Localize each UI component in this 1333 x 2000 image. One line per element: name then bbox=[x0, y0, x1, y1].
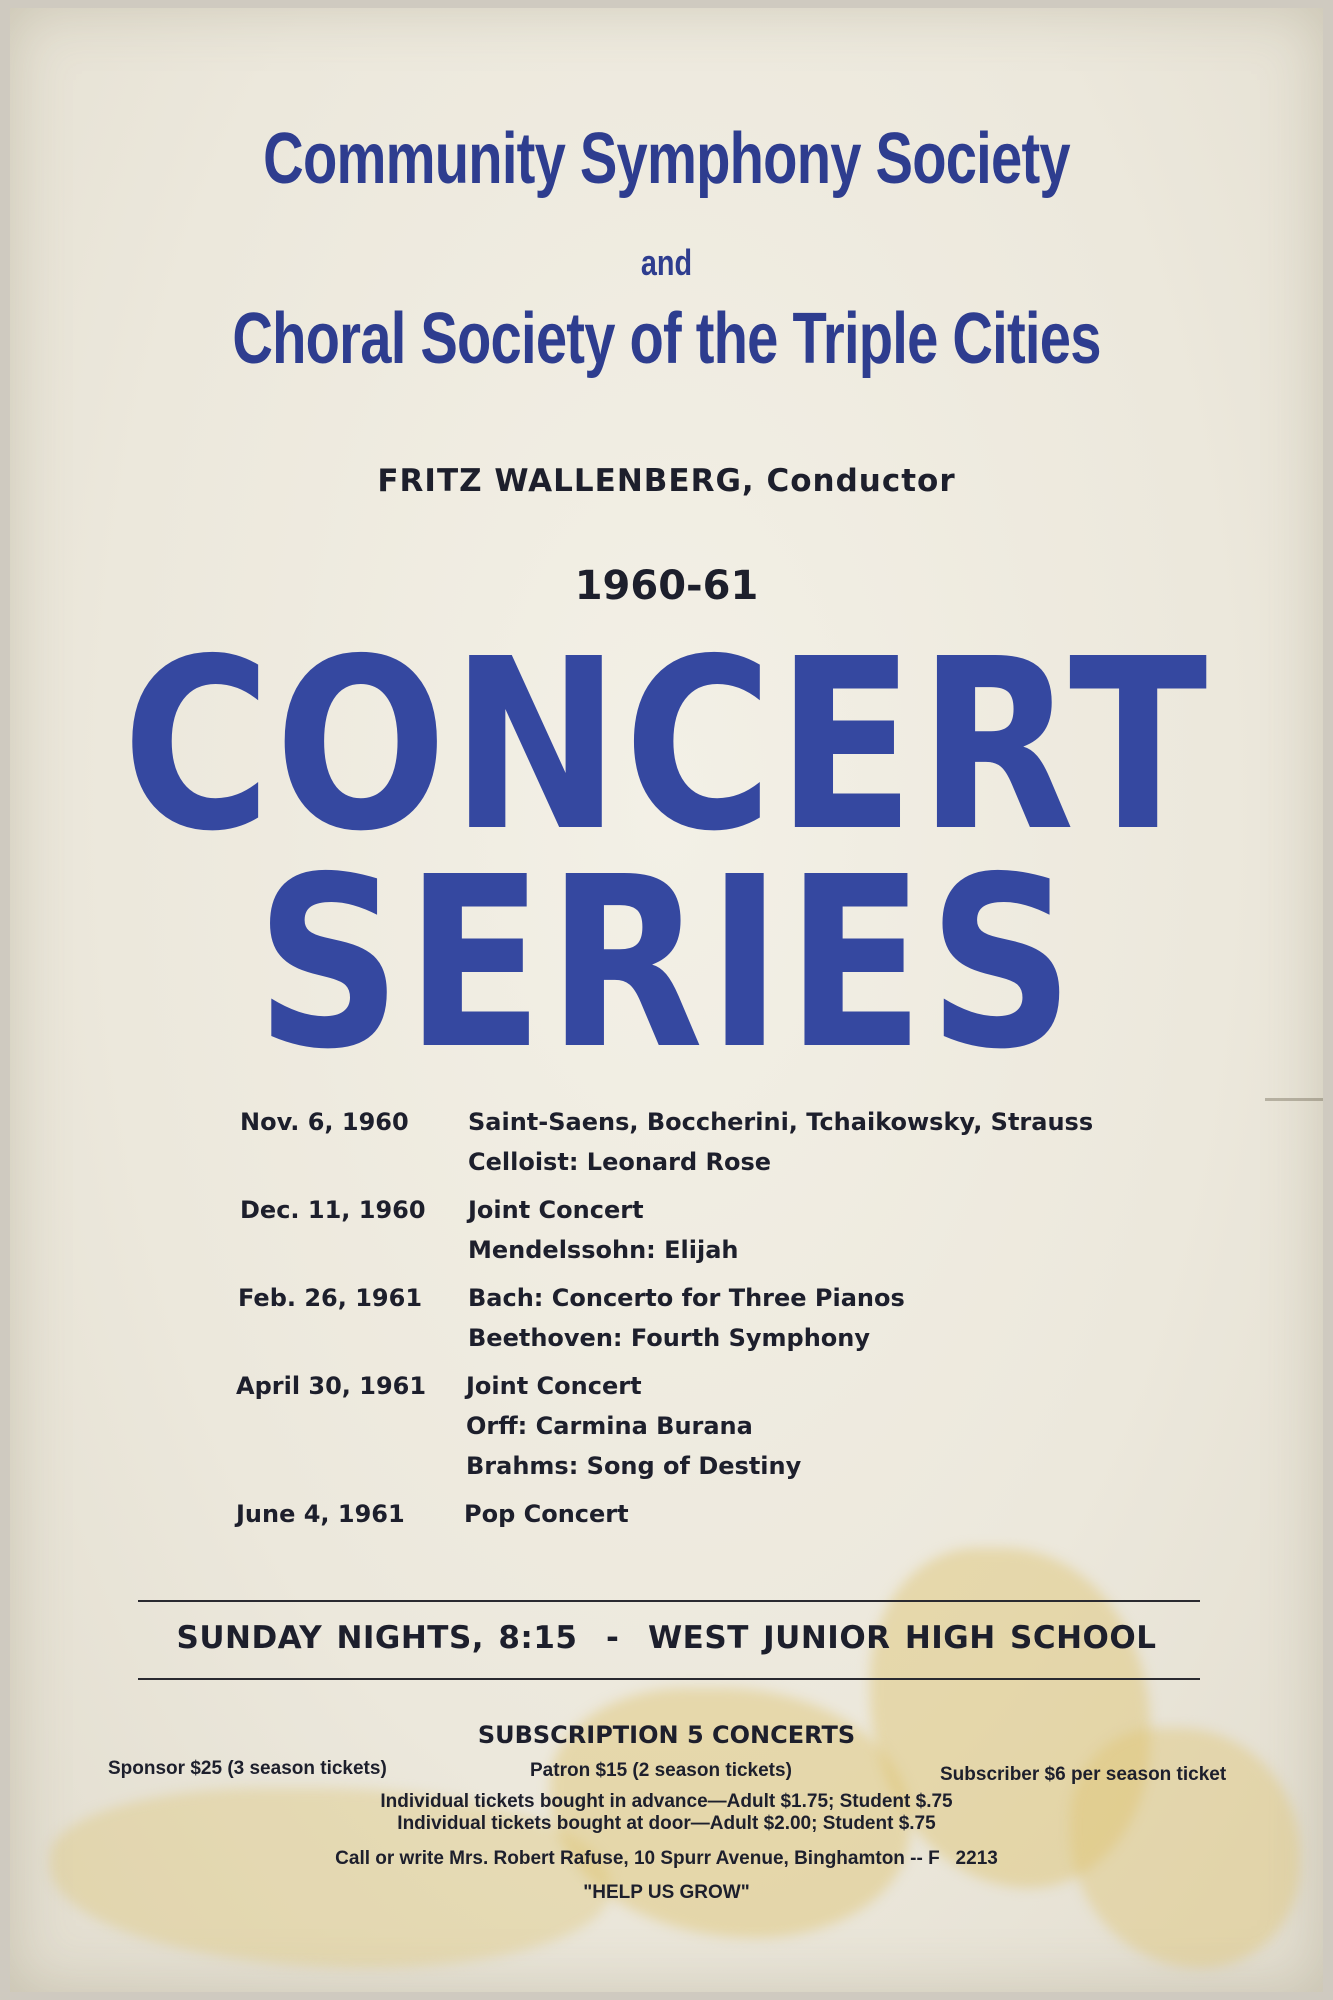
subscriber-price: Subscriber $6 per season ticket bbox=[940, 1764, 1227, 1785]
contact-line: Call or write Mrs. Robert Rafuse, 10 Spurr Avenue, Binghamton -- F 2213 bbox=[335, 1848, 998, 1869]
program-date: Nov. 6, 1960 bbox=[240, 1108, 409, 1136]
sponsor-price: Sponsor $25 (3 season tickets) bbox=[108, 1758, 387, 1779]
program-line: Orff: Carmina Burana bbox=[466, 1412, 753, 1440]
divider-bottom bbox=[138, 1678, 1200, 1680]
program-line: Brahms: Song of Destiny bbox=[466, 1452, 802, 1480]
program-line: Mendelssohn: Elijah bbox=[468, 1236, 739, 1264]
concert-heading: CONCERT bbox=[122, 608, 1211, 883]
paper-crease bbox=[1265, 1098, 1323, 1101]
subscription-title: SUBSCRIPTION 5 CONCERTS bbox=[477, 1721, 856, 1749]
venue-line: SUNDAY NIGHTS, 8:15 - WEST JUNIOR HIGH SCHOOL bbox=[176, 1620, 1157, 1656]
series-heading: SERIES bbox=[255, 826, 1078, 1101]
organization-title: Community Symphony Society bbox=[263, 119, 1070, 199]
patron-price: Patron $15 (2 season tickets) bbox=[530, 1760, 792, 1781]
program-line: Beethoven: Fourth Symphony bbox=[468, 1324, 871, 1352]
divider-top bbox=[138, 1600, 1200, 1602]
program-date: Dec. 11, 1960 bbox=[240, 1196, 426, 1224]
program-line: Saint-Saens, Boccherini, Tchaikowsky, Strauss bbox=[468, 1108, 1094, 1136]
and-connector: and bbox=[640, 242, 693, 283]
program-line: Bach: Concerto for Three Pianos bbox=[468, 1284, 905, 1312]
program-date: April 30, 1961 bbox=[236, 1372, 427, 1400]
advance-tickets: Individual tickets bought in advance—Adult $1.75; Student $.75 bbox=[380, 1791, 953, 1812]
concert-poster bbox=[10, 8, 1323, 1992]
conductor-credit: FRITZ WALLENBERG, Conductor bbox=[377, 463, 956, 499]
program-date: Feb. 26, 1961 bbox=[238, 1284, 423, 1312]
door-tickets: Individual tickets bought at door—Adult $2.00; Student $.75 bbox=[397, 1813, 936, 1834]
program-line: Celloist: Leonard Rose bbox=[468, 1148, 772, 1176]
program-line: Joint Concert bbox=[468, 1196, 644, 1224]
slogan: "HELP US GROW" bbox=[583, 1882, 750, 1903]
program-line: Pop Concert bbox=[464, 1500, 629, 1528]
program-date: June 4, 1961 bbox=[236, 1500, 405, 1528]
program-line: Joint Concert bbox=[466, 1372, 642, 1400]
organization-subtitle: Choral Society of the Triple Cities bbox=[232, 299, 1101, 379]
season-year: 1960-61 bbox=[574, 563, 759, 609]
